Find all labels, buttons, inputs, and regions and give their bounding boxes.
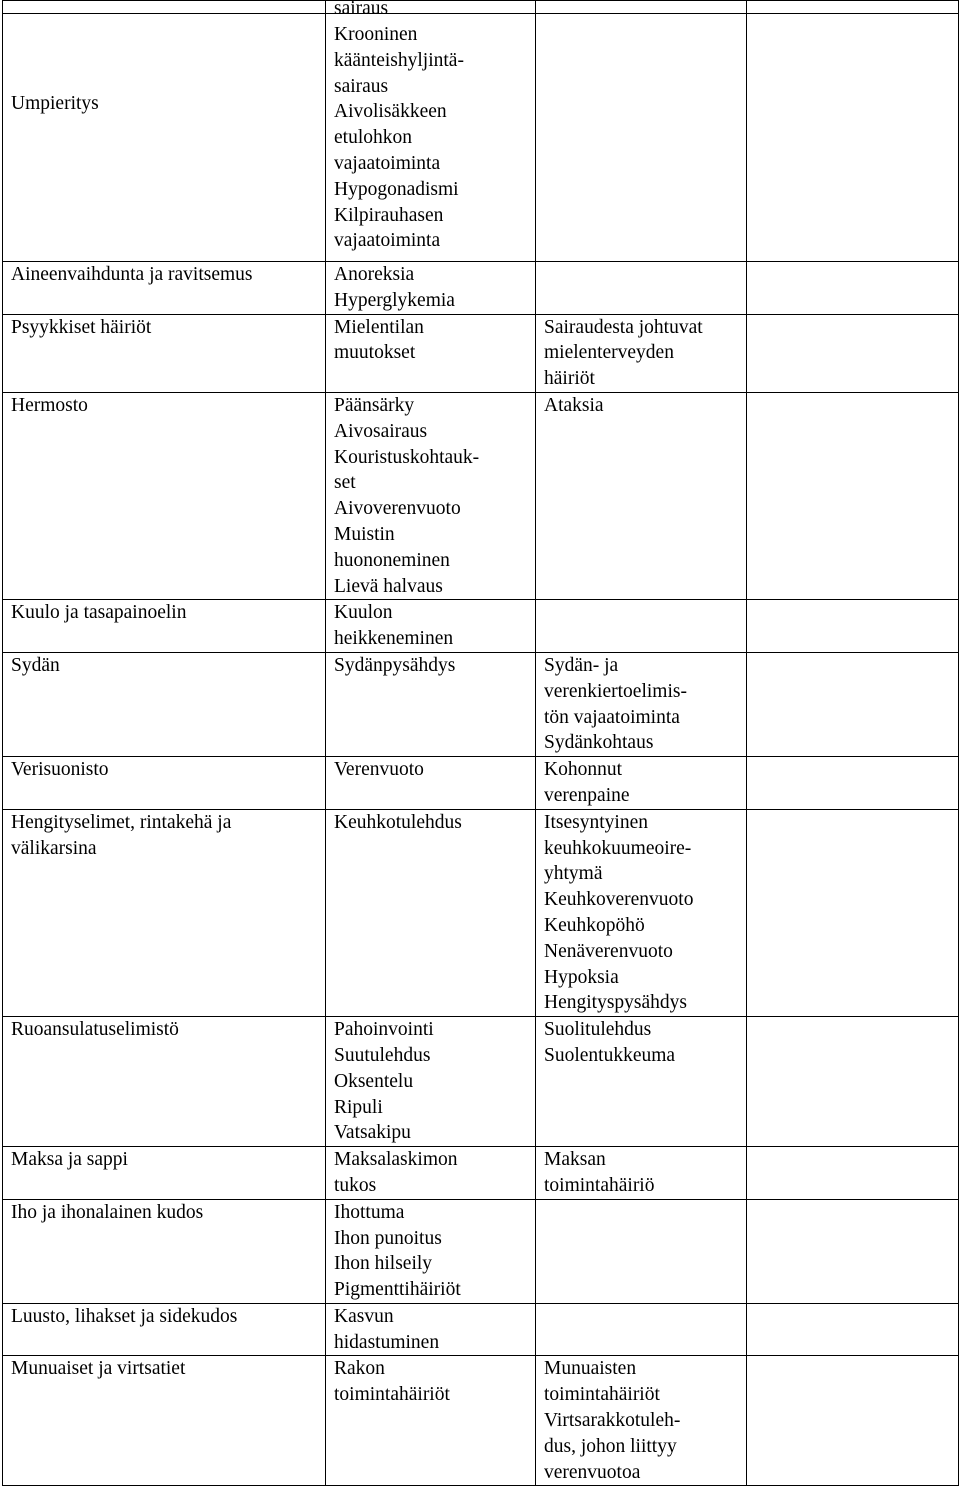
cell-text-line: Kuulo ja tasapainoelin (11, 602, 187, 624)
cell-text-line: Verisuonisto (11, 759, 109, 781)
table-row (3, 600, 959, 653)
cell-text-line: Ruoansulatuselimistö (11, 1019, 179, 1041)
cell-text-line: Päänsärky (334, 394, 415, 416)
cell-text-line: välikarsina (11, 837, 97, 859)
cell-text-line: hidastuminen (334, 1331, 440, 1353)
cell-text-line: Ataksia (544, 394, 604, 416)
table-row (3, 652, 959, 756)
common-cell (326, 314, 536, 392)
less-common-cell (536, 1303, 747, 1356)
cell-text-line: Nenäverenvuoto (544, 940, 673, 962)
cell-text-line: Hermosto (11, 394, 88, 416)
table-row (3, 262, 959, 315)
cell-text-line: Oksentelu (334, 1070, 414, 1092)
cell-text-line: muutokset (334, 342, 416, 364)
cell-text-line: Sydänpysähdys (334, 654, 456, 676)
less-common-cell (536, 1147, 747, 1200)
rare-cell (747, 14, 959, 262)
less-common-cell (536, 392, 747, 599)
less-common-cell (536, 262, 747, 315)
cell-text-line: Vatsakipu (334, 1122, 411, 1144)
cell-text-line: Ihottuma (334, 1201, 405, 1223)
cell-text-line: Munuaiset ja virtsatiet (11, 1358, 186, 1380)
cell-text-line: Kasvun (334, 1305, 394, 1327)
cell-text-line: Kilpirauhasen (334, 204, 444, 226)
cell-text-line: sairaus (334, 0, 389, 20)
rare-cell (747, 392, 959, 599)
rare-cell (747, 1017, 959, 1147)
cell-text-line: mielenterveyden (544, 342, 674, 364)
cell-text-line: dus, johon liittyy (544, 1435, 677, 1457)
cell-text-line: Virtsarakkotuleh- (544, 1410, 681, 1432)
cell-text-line: Hengityselimet, rintakehä ja (11, 811, 232, 833)
cell-text-line: sairaus (334, 75, 389, 97)
organ-cell (3, 600, 326, 653)
cell-text-line: häiriöt (544, 368, 595, 390)
organ-cell (3, 809, 326, 1016)
rare-cell (747, 1303, 959, 1356)
common-cell (326, 809, 536, 1016)
table-row (3, 757, 959, 810)
cell-text-line: Luusto, lihakset ja sidekudos (11, 1305, 238, 1327)
cell-text-line: Pahoinvointi (334, 1019, 434, 1041)
rare-cell (747, 262, 959, 315)
less-common-cell (536, 314, 747, 392)
adverse-reactions-table (2, 0, 959, 1486)
cell-text-line: Maksa ja sappi (11, 1149, 128, 1171)
cell-text-line: Sairaudesta johtuvat (544, 316, 703, 338)
cell-text-line: Keuhkoverenvuoto (544, 889, 694, 911)
cell-text-line: Ihon punoitus (334, 1227, 442, 1249)
table-row (3, 14, 959, 262)
cell-text-line: vajaatoiminta (334, 230, 441, 252)
table-row (3, 809, 959, 1016)
organ-cell (3, 314, 326, 392)
cell-text-line: toimintahäiriöt (334, 1384, 450, 1406)
cell-text-line: Hyperglykemia (334, 289, 455, 311)
less-common-cell (536, 1017, 747, 1147)
cell-text-line: set (334, 472, 356, 494)
table-row (3, 1017, 959, 1147)
cell-text-line: yhtymä (544, 863, 603, 885)
less-common-cell (536, 1199, 747, 1303)
cell-text-line: Iho ja ihonalainen kudos (11, 1201, 204, 1223)
cell-text-line: toimintahäiriöt (544, 1384, 660, 1406)
cell-text-line: Suolentukkeuma (544, 1044, 676, 1066)
table-row (3, 1147, 959, 1200)
common-cell (326, 1199, 536, 1303)
cell-text-line: Kuulon (334, 602, 393, 624)
less-common-cell (536, 14, 747, 262)
organ-cell (3, 1017, 326, 1147)
cell-text-line: Itsesyntyinen (544, 811, 648, 833)
cell-text-line: vajaatoiminta (334, 152, 441, 174)
cell-text-line: toimintahäiriö (544, 1174, 655, 1196)
cell-text-line: Hypoksia (544, 966, 619, 988)
less-common-cell (536, 600, 747, 653)
common-cell (326, 1356, 536, 1486)
cell-text-line: Verenvuoto (334, 759, 424, 781)
cell-text-line: Sydän- ja (544, 654, 619, 676)
rare-cell (747, 1199, 959, 1303)
organ-cell (3, 1356, 326, 1486)
common-cell (326, 0, 536, 262)
cell-text-line: etulohkon (334, 127, 412, 149)
cell-text-line: Mielentilan (334, 316, 424, 338)
cell-text-line: verenkiertoelimis- (544, 680, 687, 702)
table-body (3, 1, 959, 1486)
less-common-cell (536, 1356, 747, 1486)
cell-text-line: Maksalaskimon (334, 1149, 458, 1171)
cell-text-line: verenvuotoa (544, 1461, 641, 1483)
organ-cell (3, 14, 326, 262)
cell-text-line: Suutulehdus (334, 1044, 431, 1066)
cell-text-line: Aivoverenvuoto (334, 498, 461, 520)
cell-text-line: Krooninen (334, 24, 418, 45)
rare-cell (747, 600, 959, 653)
cell-text-line: Kohonnut (544, 759, 622, 781)
table-row (3, 1199, 959, 1303)
organ-cell (3, 392, 326, 599)
cell-text-line: Sydän (11, 654, 60, 676)
cell-text-line: Ihon hilseily (334, 1253, 433, 1275)
organ-cell (3, 1303, 326, 1356)
rare-cell (747, 1356, 959, 1486)
organ-cell (3, 757, 326, 810)
cell-text-line: Munuaisten (544, 1358, 637, 1380)
common-cell (326, 757, 536, 810)
organ-cell (3, 1, 326, 14)
less-common-cell (536, 757, 747, 810)
rare-cell (747, 757, 959, 810)
cell-text-line: heikkeneminen (334, 628, 454, 650)
common-cell (326, 1147, 536, 1200)
common-cell (326, 1017, 536, 1147)
cell-text-line: Aineenvaihdunta ja ravitsemus (11, 264, 253, 285)
organ-cell (3, 1147, 326, 1200)
cell-text-line: Psyykkiset häiriöt (11, 316, 152, 338)
cell-text-line: verenpaine (544, 784, 630, 806)
rare-cell (747, 314, 959, 392)
cell-text-line: Rakon (334, 1358, 385, 1380)
table-row (3, 1303, 959, 1356)
cell-text-line: tukos (334, 1174, 377, 1196)
common-cell (326, 392, 536, 599)
cell-text-line: Umpieritys (11, 93, 99, 115)
less-common-cell (536, 1, 747, 14)
common-cell (326, 652, 536, 756)
cell-text-line: keuhkokuumeoire- (544, 837, 692, 859)
common-cell (326, 262, 536, 315)
table-row (3, 392, 959, 599)
less-common-cell (536, 652, 747, 756)
organ-cell (3, 652, 326, 756)
rare-cell (747, 809, 959, 1016)
cell-text-line: Sydänkohtaus (544, 732, 654, 754)
cell-text-line: Maksan (544, 1149, 606, 1171)
common-cell (326, 600, 536, 653)
rare-cell (747, 1147, 959, 1200)
cell-text-line: huononeminen (334, 549, 450, 571)
rare-cell (747, 1, 959, 14)
cell-text-line: tön vajaatoiminta (544, 706, 680, 728)
cell-text-line: Ripuli (334, 1096, 383, 1118)
table-row (3, 1356, 959, 1486)
cell-text-line: Aivolisäkkeen (334, 101, 447, 123)
rare-cell (747, 652, 959, 756)
cell-text-line: Hengityspysähdys (544, 992, 687, 1014)
cell-text-line: Hypogonadismi (334, 178, 459, 200)
cell-text-line: Keuhkopöhö (544, 914, 645, 936)
cell-text-line: Kouristuskohtauk- (334, 446, 480, 468)
less-common-cell (536, 809, 747, 1016)
organ-cell (3, 262, 326, 315)
cell-text-line: Aivosairaus (334, 420, 428, 442)
organ-cell (3, 1199, 326, 1303)
cell-text-line: Muistin (334, 523, 395, 545)
cell-text-line: Suolitulehdus (544, 1019, 652, 1041)
cell-text-line: Pigmenttihäiriöt (334, 1279, 461, 1301)
cell-text-line: Anoreksia (334, 264, 415, 285)
table-row (3, 314, 959, 392)
cell-text-line: käänteishyljintä- (334, 49, 464, 71)
cell-text-line: Keuhkotulehdus (334, 811, 462, 833)
cell-text-line: Lievä halvaus (334, 575, 443, 597)
common-cell (326, 1303, 536, 1356)
